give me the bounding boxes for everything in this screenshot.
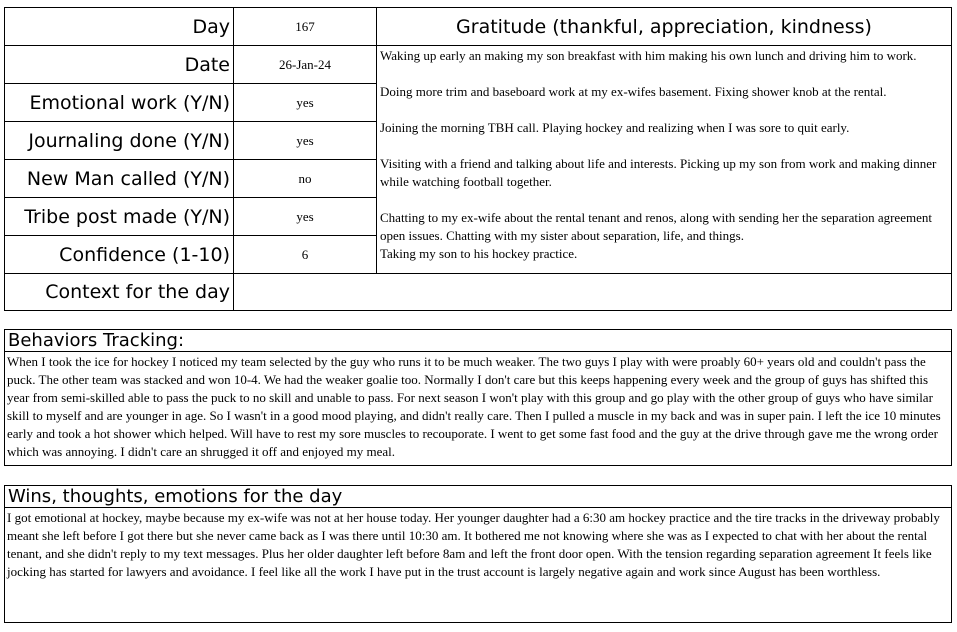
wins-section (4, 485, 952, 623)
day-label: Day (5, 8, 234, 45)
date-label: Date (5, 46, 234, 83)
context-label: Context for the day (5, 274, 234, 310)
gratitude-item: Taking my son to his hockey practice. (380, 246, 578, 261)
confidence-row (5, 236, 377, 274)
daily-log-grid (4, 7, 952, 311)
tribe-post-row (5, 198, 377, 236)
date-row (5, 46, 377, 84)
journaling-value: yes (234, 122, 377, 159)
gratitude-item: Visiting with a friend and talking about life and interests. Picking up my son from work and making dinner while watching football together. (380, 156, 937, 189)
new-man-row (5, 160, 377, 198)
day-value: 167 (234, 8, 377, 45)
wins-text: I got emotional at hockey, maybe because my ex-wife was not at her house today. Her younger daughter had a 6:30 am hockey practice and the tire tracks in the driveway probably meant she left before I got there but she never came back as I was there until 10:30 am. It bothered me not knowing where she was as I expected to chat with her about the rental tenant, and she didn't reply to my text messages. Plus her older daughter left before 8am and left the front door open. With the tension regarding separation agreement It feels like jocking has started for lawyers and avoidance. I feel like all the work I have put in the trust account is largely negative again and work since August has been worthless. (7, 510, 940, 579)
behaviors-text: When I took the ice for hockey I noticed my team selected by the guy who runs it to be much weaker. The two guys I play with were proably 60+ years old and couldn't pass the puck. The other team was stacked and won 10-4. We had the weaker goalie too. Normally I don't care but this keeps happening every week and the group of guys has shifted this year from semi-skilled able to pass the puck to no skill and unable to pass. For next season I won't play with this group and go play with the other group of guys who have similar skill to myself and are younger in age. So I wasn't in a good mood playing, and didn't really care. Then I pulled a muscle in my back and was in super pain. I left the ice 10 minutes early and took a hot shower which helped. Will have to rest my sore muscles to recouporate. I went to get some fast food and the guy at the drive through gave me the wrong order which was annoying. I didn't care an shrugged it off and enjoyed my meal. (7, 354, 941, 459)
behaviors-section (4, 329, 952, 466)
confidence-label: Confidence (1-10) (5, 236, 234, 273)
tribe-post-value: yes (234, 198, 377, 235)
day-row (5, 8, 377, 46)
emotional-work-label: Emotional work (Y/N) (5, 84, 234, 121)
new-man-label: New Man called (Y/N) (5, 160, 234, 197)
new-man-value: no (234, 160, 377, 197)
journaling-label: Journaling done (Y/N) (5, 122, 234, 159)
emotional-work-value: yes (234, 84, 377, 121)
journaling-row (5, 122, 377, 160)
gratitude-item: Joining the morning TBH call. Playing hockey and realizing when I was sore to quit early. (380, 120, 850, 135)
wins-title: Wins, thoughts, emotions for the day (5, 486, 951, 508)
gratitude-item: Waking up early an making my son breakfast with him making his own lunch and driving him to work. (380, 48, 917, 63)
confidence-value: 6 (234, 236, 377, 273)
gratitude-item: Doing more trim and baseboard work at my ex-wifes basement. Fixing shower knob at the rental. (380, 84, 887, 99)
gratitude-item: Chatting to my ex-wife about the rental tenant and renos, along with sending her the separation agreement open issues. Chatting with my sister about separation, life, and things. (380, 210, 932, 243)
emotional-work-row (5, 84, 377, 122)
gratitude-list (377, 46, 951, 274)
behaviors-title: Behaviors Tracking: (5, 330, 951, 352)
date-value: 26-Jan-24 (234, 46, 377, 83)
context-value (234, 274, 951, 310)
tribe-post-label: Tribe post made (Y/N) (5, 198, 234, 235)
gratitude-title: Gratitude (thankful, appreciation, kindness) (377, 8, 951, 46)
